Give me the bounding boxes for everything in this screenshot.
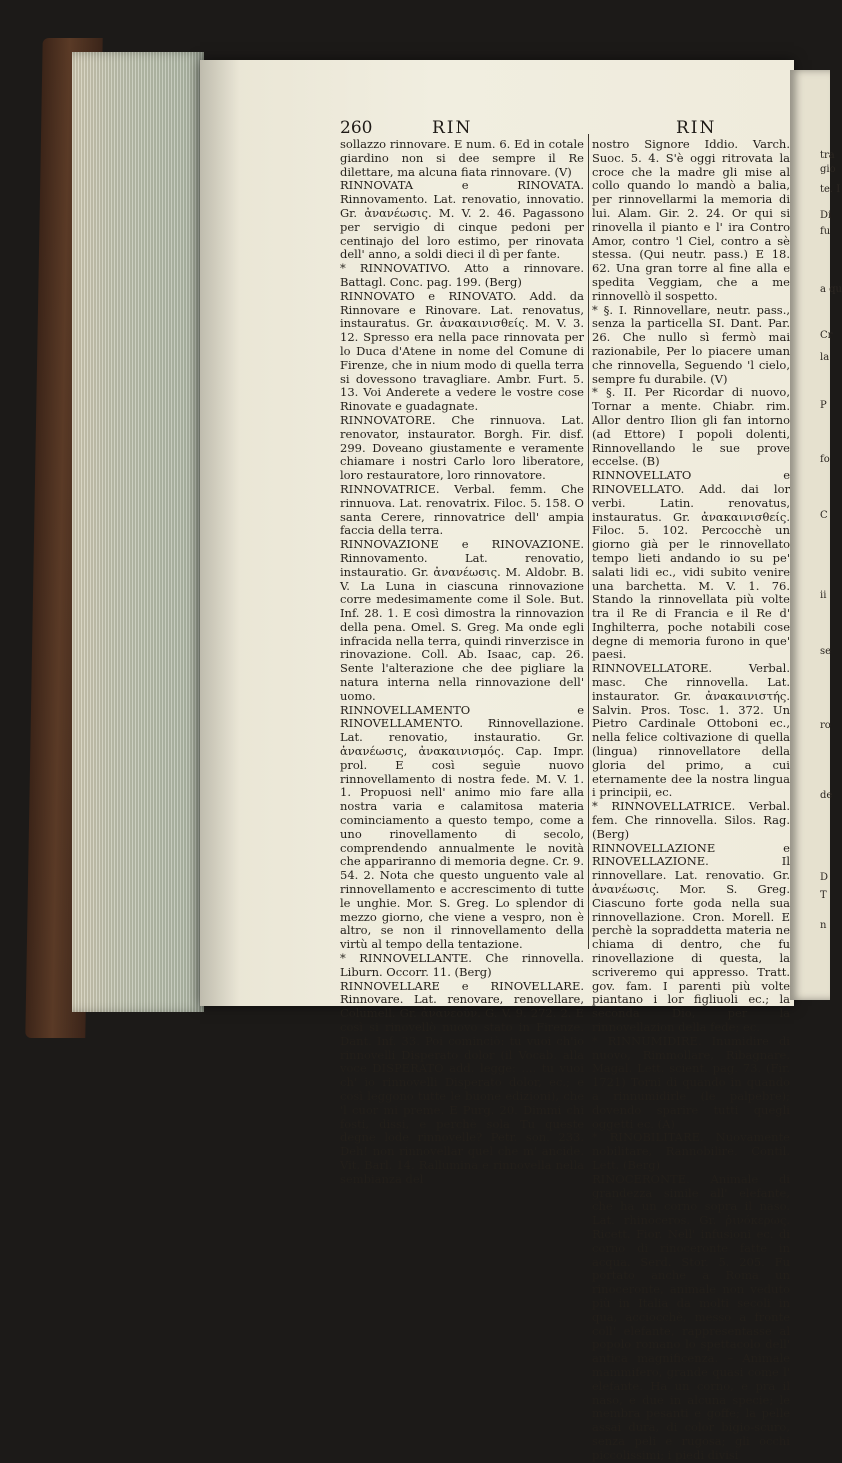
fragment: gio xyxy=(820,164,836,175)
entry: * RINNOVATIVO. Atto a rinnovare. Battagl. Conc. pag. 199. (Berg) xyxy=(340,261,584,289)
fragment: la xyxy=(820,352,830,363)
running-header-right: RIN xyxy=(676,118,717,138)
column-divider xyxy=(588,134,589,949)
entry: nostro Signore Iddio. Varch. Suoc. 5. 4. S'è oggi ritrovata la croce che la madre gli mise al collo quando lo mandò a balia, per rinnovellarmi la memoria di lui. Alam. Gir. 2. 24. Or qui si rinovella il pianto e l' ira Contro Amor, contro 'l Ciel, contro a sè stessa. (Qui neutr. pass.) E 18. 62. Una gran torre al fine alla e spedita Veggiam, che a me rinnovellò il sospetto. xyxy=(592,137,790,303)
entry: RINNOVELLAMENTO e RINOVELLAMENTO. Rinnovellazione. Lat. renovatio, instauratio. Gr. ἀνανέωσις, ἀνακαινισμός. Cap. Impr. prol. E così seguìe nuovo rinnovellamento di nostra fede. M. V. 1. 1. Propuosi nell' animo mio fare alla nostra varia e calamitosa materia cominciamento a questo tempo, come a uno rinovellamento di secolo, comprendendo annualmente le novità che appariranno di memoria degne. Cr. 9. 54. 2. Nota che questo unguento vale al rinnovellamento e accrescimento di tutte le unghie. Mor. S. Greg. Lo splendor di mezzo giorno, che viene a vespro, non è altro, se non il rinnovellamento della virtù al tempo della tentazione. xyxy=(340,702,584,952)
entry: RINNOVELLARE e RINOVELLARE. Rinnovare. Lat. renovare, renovellare, Columell. Gr. ἀνανεοῦν. G. V. 9. 272. 2. E così si rinovellò nuovo stato in Firenze. Dant. Inf. 33. Poi cominciò: tu vuoi ch'io rinnovelli Disperato dolor (il Vocab. alla voce DISPERATO add. legge: .... tu vuoi ch' io rinnovelli Disperato dolor, ec.; e così leggono tutte le buone edizioni), che 'l cuor mi preme. E Purg. 20. Dimmi chi fosti, dissi, e perchè sola Tu queste degne lode rinnovelle? Petr. son. 233. Deh! non rinnovellar quel che m' ancide. Vit. Barl. 14. Rallumina e rinnovella nella sembianza del xyxy=(340,978,584,1186)
fragment: se xyxy=(820,646,832,657)
entry: RINNOVATA e RINOVATA. Rinnovamento. Lat. renovatio, innovatio. Gr. ἀνανέωσις. M. V. 2. 46. Pagassono per servigio di cinque pedoni per centinajo del loro estimo, per rinovata dell' anno, a soldi dieci il dì per fante. xyxy=(340,178,584,262)
fragment: fu xyxy=(820,226,831,237)
page-number: 260 xyxy=(340,118,373,138)
fragment: fo xyxy=(820,454,830,465)
fragment: C xyxy=(820,510,828,521)
entry: * RINNUMIDIRE. Inumidire di nuovo, Rimmollare, Ribagnare. Magal. Lett. scient. pag. 73. (Fir. 1721) Torni di quando in quando a rinnumidirle (le palpebre); dovendo sparire tutti quegli oggetti ec. (A) xyxy=(592,1033,790,1131)
page-gutter-shadow xyxy=(200,60,240,1006)
fragment: n xyxy=(820,920,827,931)
entry: RINNOVAZIONE e RINOVAZIONE. Rinnovamento. Lat. renovatio, instauratio. Gr. ἀνανέωσις. M. Aldobr. B. V. La Luna in ciascuna rinnovazione corre medesimamente come il Sole. But. Inf. 28. 1. E così dimostra la rinnovazion della pena. Omel. S. Greg. Ma onde egli infracida nella terra, quindi rinverzisce in rinovazione. Coll. Ab. Isaac, cap. 26. Sente l'alterazione che dee pigliare la natura interna nella rinnovazione dell' uomo. xyxy=(340,537,584,703)
fragment: Di xyxy=(820,210,832,221)
entry: * RINOBILITARE. Nuovamente nobilitare, Rannobilire. Contil. Lett. (Berg) xyxy=(592,1130,790,1172)
facing-page-edge xyxy=(790,70,842,1000)
fragment: de xyxy=(820,790,833,801)
entry: RINNOVATORE. Che rinnuova. Lat. renovator, instaurator. Borgh. Fir. disf. 299. Doveano giustamente e veramente chiamare i nostri Carlo loro liberatore, loro restauratore, loro rinnovatore. xyxy=(340,412,584,483)
left-column xyxy=(340,137,584,1186)
entry: RINNOVELLATORE. Verbal. masc. Che rinnovella. Lat. instaurator. Gr. ἀνακαινιστής. Salvin. Pros. Tosc. 1. 372. Un Pietro Cardinale Ottoboni ec., nella felice coltivazione di quella (lingua) rinnovellatore della gloria del primo, a cui eternamente dee la nostra lingua i principii, ec. xyxy=(592,661,790,800)
entry: RINOCERONTE. Animale di grandezza simile all' elefante, che ha un corno sopra il naso. Lat. rhinoceros. Gr. ῥινόκερως. Ricett. Fior. Nell' infusioni ec. di corno di rinoceronte fatte in acqua. Serd. Stor. 5. 205. Fu portato anche a Roma un rinoceronte, animale non veduto più in Italia da molti secoli in qua, acciocchè, messo a fronte coll' elefante, rappresentasse al popolo romano lo spettacolo dell' antica magnificenza. – Animale mammifero, grande quasi come l' elefante. Ha un corno, e pra il naso, e due in alcuna specie; le membra pesanti e goffe; la pelle assai dura, di color bigio-scuro, senza peli e rugosa; gli occhi piccolissimi; i piedi divisi xyxy=(592,1171,790,1462)
fragment: te. I xyxy=(820,184,841,195)
fragment: P xyxy=(820,400,827,411)
page-edges xyxy=(72,52,204,1012)
entry: * RINNOVELLATRICE. Verbal. fem. Che rinnovella. Silos. Rag. (Berg) xyxy=(592,799,790,841)
fragment: D xyxy=(820,872,829,883)
fragment: Cr xyxy=(820,330,833,341)
entry: RINNOVELLAZIONE e RINOVELLAZIONE. Il rinnovellare. Lat. renovatio. Gr. ἀνανέωσις. Mor. S. Greg. Ciascuno forte goda nella sua rinnovellazione. Cron. Morell. E perchè la sopraddetta materia ne chiama di dentro, che fu rinovellazione di questa, la scriveremo qui appresso. Tratt. gov. fam. I parenti più volte piantano i lor figliuoli ec.; la seconda Dio, per la rinnovellazion della fede; ec. xyxy=(592,840,790,1034)
entry: sollazzo rinnovare. E num. 6. Ed in cotale giardino non si dee sempre il Re dilettare, ma alcuna fiata rinnovare. (V) xyxy=(340,137,584,179)
running-header-left: RIN xyxy=(432,118,473,138)
fragment: tra xyxy=(820,150,835,161)
fragment: a qu xyxy=(820,284,842,295)
entry: * §. I. Rinnovellare, neutr. pass., senza la particella SI. Dant. Par. 26. Che nullo sì fermò mai razionabile, Per lo piacere uman che rinnovella, Seguendo 'l cielo, sempre fu durabile. (V) xyxy=(592,302,790,386)
entry: * §. II. Per Ricordar di nuovo, Tornar a mente. Chiabr. rim. Allor dentro Ilion gli fan intorno (ad Ettore) I popoli dolenti, Rinnovellando le sue prove eccelse. (B) xyxy=(592,385,790,469)
fragment: ro xyxy=(820,720,831,731)
fragment: T xyxy=(820,890,827,901)
entry: RINNOVELLATO e RINOVELLATO. Add. dai lor verbi. Latin. renovatus, instauratus. Gr. ἀνακαινισθείς. Filoc. 5. 102. Percocchè un giorno già per le rinnovellato tempo lieti andando io su pe' salati lidi ec., vidi subito venire una barchetta. M. V. 1. 76. Stando la rinnovellata più volte tra il Re di Francia e il Re d' Inghilterra, poche notabili cose degne di memoria furono in que' paesi. xyxy=(592,468,790,662)
entry: * RINNOVELLANTE. Che rinnovella. Liburn. Occorr. 11. (Berg) xyxy=(340,951,584,979)
entry: RINNOVATO e RINOVATO. Add. da Rinnovare e Rinovare. Lat. renovatus, instauratus. Gr. ἀνακαινισθείς. M. V. 3. 12. Spresso era nella pace rinnovata per lo Duca d'Atene in nome del Comune di Firenze, che in nium modo di quella terra si dovessono travagliare. Ambr. Furt. 5. 13. Voi Anderete a vedere le vostre cose Rinovate e guadagnate. xyxy=(340,288,584,414)
fragment: ii xyxy=(820,590,827,601)
entry: RINNOVATRICE. Verbal. femm. Che rinnuova. Lat. renovatrix. Filoc. 5. 158. O santa Cerere, rinnovatrice dell' ampia faccia della terra. xyxy=(340,481,584,538)
right-column xyxy=(592,137,790,1462)
